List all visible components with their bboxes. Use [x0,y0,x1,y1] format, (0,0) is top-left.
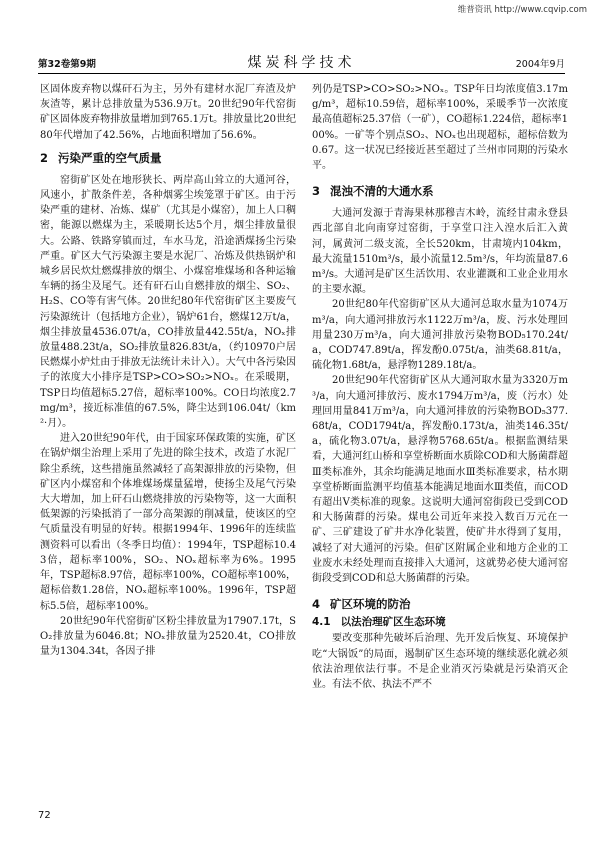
paragraph: 大通河发源于青海果林那穆吉木岭，流经甘肃永登县西北部自北向南穿过窑街，于享堂口注入湟水后汇入黄河，属黄河二级支流，全长520km，甘肃境内104km，最大流量1510m³/s，最小流量12.5m³/s，年均流量87.6m³/s。大通河是矿区生活饮用、农业灌溉和工业企业用水的主要水源。 [312,208,568,296]
continued-paragraph: 区固体废弃物以煤矸石为主，另外有建材水泥厂弃渣及炉灰渣等，累计总排放量为536.9万t。20世纪90年代窑街矿区固体废弃物排放量增加到765.1万t。排放量比20世纪80年代增加了42.56%，占地面积增加了56.6%。 [40,84,296,141]
right-column [312,82,568,692]
paragraph: 20世纪90年代窑街矿区粉尘排放量为17907.17t，SO₂排放量为6046.8t；NOₓ排放量为2520.4t，CO排放量为1304.34t，各因子排 [40,615,296,658]
paragraph: 要改变那种先破坏后治理、先开发后恢复、环境保护吃“大锅饭”的局面，遏制矿区生态环境的继续恶化就必须依法治理依法行事。不是企业消灭污染就是污染消灭企业。有法不依、执法不严不 [312,633,568,690]
section-heading-3 [312,181,568,201]
continued-paragraph: 列仍是TSP>CO>SO₂>NOₓ。TSP年日均浓度值3.17mg/m³，超标10.59倍，超标率100%，采暖季节一次浓度最高值超标25.37倍（一矿），CO超标1.224倍，超标率100%。一矿等个别点SO₂、NOₓ也出现超标，超标倍数为0.67。这一状况已经接近甚至超过了兰州市同期的污染水平。 [312,84,568,172]
section-number: 2 [40,150,49,165]
paragraph: 窑街矿区处在地形狭长、两岸高山耸立的大通河谷，风速小，扩散条件差，各种烟雾尘埃笼罩于矿区。由于污染严重的建材、冶炼、煤矿（尤其是小煤窑），加上人口稠密，能源以燃煤为主，采暖期长达5个月，烟尘排放量很大。公路、铁路穿镇而过，车水马龙，沿途洒煤扬尘污染严重。矿区大气污染源主要是水泥厂、冶炼及供热锅炉和城乡居民炊灶燃煤排放的烟尘、小煤窑堆煤场和各种运输车辆的扬尘及尾气。还有矸石山自燃排放的烟尘、SO₂、H₂S、CO等有害气体。20世纪80年代窑街矿区主要废气污染源统计（包括地方企业），锅炉61台，燃煤12万t/a，烟尘排放量4536.07t/a，CO排放量442.55t/a，NOₓ排放量488.23t/a，SO₂排放量826.83t/a，（约10970户居民燃煤小炉灶由于排放无法统计未计入）。大气中各污染因子的浓度大小排序是TSP>CO>SO₂>NOₓ。在采暖期，TSP日均值超标5.27倍，超标率100%。CO日均浓度2.7mg/m³，接近标准值的67.5%，降尘达到106.04t/（km²·月）。 [40,174,296,430]
running-header [38,54,565,72]
section-title: 污染严重的空气质量 [58,150,162,165]
section-number: 3 [312,184,321,199]
journal-volume: 第32卷第9期 [38,59,96,70]
issue-date: 2004年9月 [515,59,565,70]
paragraph: 20世纪80年代窑街矿区从大通河总取水量为1074万m³/a，向大通河排放污水1122万m³/a，废、污水处理回用量230万m³/a，向大通河排放污染物BOD₅170.24t/a，COD747.89t/a，挥发酚0.075t/a，油类68.81t/a，硫化物1.68t/a，悬浮物1289.18t/a。 [312,299,568,372]
subsection-heading-4-1 [312,614,568,631]
subsection-number: 4.1 [312,616,331,629]
paragraph: 进入20世纪90年代，由于国家环保政策的实施，矿区在锅炉烟尘治理上采用了先进的除尘技术，改造了水泥厂除尘系统，这些措施虽然减轻了高架源排放的污染物，但矿区内小煤窑和个体堆煤场煤量猛增，使扬尘及尾气污染大大增加，加上矸石山燃烧排放的污染物等，这一大面积低架源的污染抵消了一部分高架源的削减量，使该区的空气质量没有明显的好转。根据1994年、1996年的连续监测资料可以看出（冬季日均值）：1994年，TSP超标10.43倍，超标率100%，SO₂、NOₓ超标率为6%。1995年，TSP超标8.97倍，超标率100%，CO超标率100%，超标倍数1.28倍，NOₓ超标率100%。1996年，TSP超标5.5倍，超标率100%。 [40,433,296,612]
section-title: 矿区环境的防治 [330,597,411,612]
journal-title: 煤炭科学技术 [247,55,356,71]
section-title: 混浊不清的大通水系 [330,184,434,199]
section-number: 4 [312,597,321,612]
header-rule [38,73,565,74]
paragraph: 20世纪90年代窑街矿区从大通河取水量为3320万m³/a，向大通河排放污、废水1794万m³/a，废（污水）处理回用量841万m³/a，向大通河排放的污染物BOD₅377.68t/a，COD1794t/a，挥发酚0.173t/a，油类146.35t/a，硫化物3.07t/a，悬浮物5768.65t/a。根据监测结果看，大通河红山桥和享堂桥断面水质除COD和大肠菌群超Ⅲ类标准外，其余均能满足地面水Ⅲ类标准要求，枯水期享堂桥断面监测平均值基本能满足地面水Ⅲ类值，而COD有超出Ⅴ类标准的现象。这说明大通河窑街段已受到COD和大肠菌群的污染。煤电公司近年来投入数百万元在一矿、三矿建设了矿井水净化装置，使矿井水得到了复用，减轻了对大通河的污染。但矿区附属企业和地方企业的工业废水未经处理而直接排入大通河，这就势必使大通河窑街段受到COD和总大肠菌群的污染。 [312,375,568,585]
page-number: 72 [38,810,51,821]
subsection-title: 以法治理矿区生态环境 [340,616,446,629]
section-heading-2 [40,148,296,168]
left-column [40,82,296,659]
watermark: 维普资讯 http://www.cqvip.com [457,5,587,15]
section-heading-4 [312,594,568,614]
